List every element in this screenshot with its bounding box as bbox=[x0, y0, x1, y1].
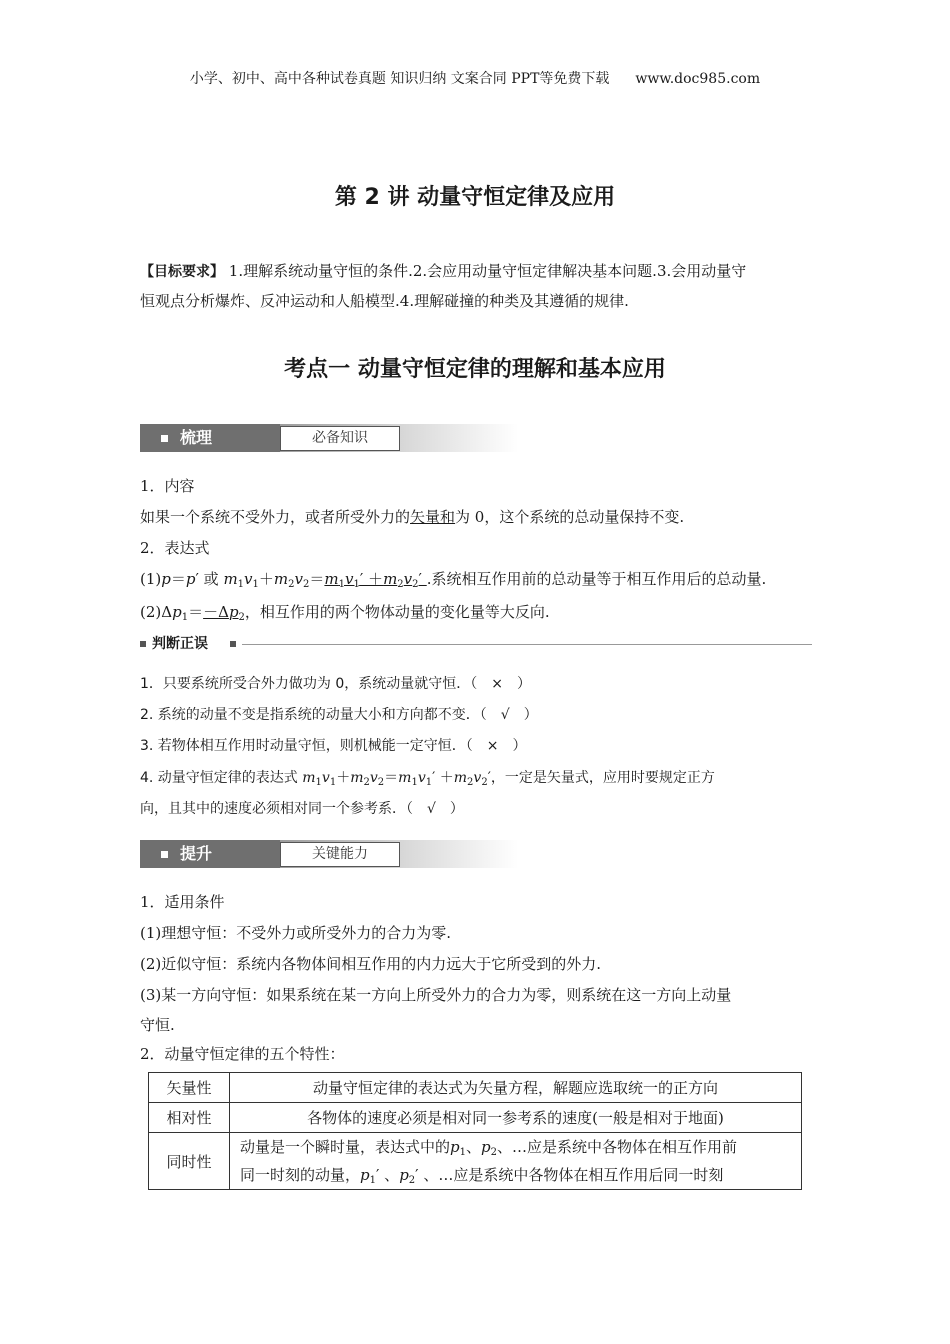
table-row bbox=[149, 1133, 802, 1190]
table-row bbox=[149, 1073, 802, 1103]
goal-line-1: 【目标要求】 1.理解系统动量守恒的条件.2.会应用动量守恒定律解决基本问题.3.会用动量守 bbox=[140, 262, 747, 280]
table-key: 相对性 bbox=[149, 1103, 230, 1133]
formula-1: (1)p＝p′ 或 $m_1v_1+m_2v_2=m_1v_1' +m_2v_2'$ .系统相互作用前的总动量等于相互作用后的总动量. bbox=[140, 570, 767, 590]
header-site: www.doc985.com bbox=[635, 71, 761, 87]
table-row bbox=[149, 1103, 802, 1133]
section-title: 考点一 动量守恒定律的理解和基本应用 bbox=[284, 357, 666, 382]
ability-cond-3: (3)某一方向守恒：如果系统在某一方向上所受外力的合力为零，则系统在这一方向上动量 bbox=[140, 986, 732, 1004]
bar-label: 提升 bbox=[140, 840, 280, 868]
knowledge-para-1: 如果一个系统不受外力，或者所受外力的矢量和为 0，这个系统的总动量保持不变. bbox=[140, 508, 685, 526]
judge-item-4-cont: 向，且其中的速度必须相对同一个参考系．（ √ ） bbox=[140, 801, 464, 817]
judge-item-4: 4. 动量守恒定律的表达式 $m_1v_1+m_2v_2=m_1v_1' +m_2v_2'$，一定是矢量式，应用时要规定正方 bbox=[140, 770, 715, 788]
goal-tag: 【目标要求】 bbox=[140, 264, 224, 280]
knowledge-heading-1: 1．内容 bbox=[140, 477, 195, 495]
header-text: 小学、初中、高中各种试卷真题 知识归纳 文案合同 PPT等免费下载 bbox=[189, 71, 610, 87]
judge-item-3: 3. 若物体相互作用时动量守恒，则机械能一定守恒．（ × ） bbox=[140, 738, 527, 754]
ability-heading-2: 2．动量守恒定律的五个特性： bbox=[140, 1045, 345, 1063]
table-value: 各物体的速度必须是相对同一参考系的速度(一般是相对于地面) bbox=[230, 1103, 802, 1133]
table-value: 动量是一个瞬时量，表达式中的$p_1$、$p_2$、…应是系统中各物体在相互作用前 同一时刻的动量，$p_1'$ 、$p_2'$ 、…应是系统中各物体在相互作用后同一时刻 bbox=[230, 1133, 802, 1190]
formula-2: $(2)\Delta p_1=-\Delta p_2$，相互作用的两个物体动量的变化量等大反向. bbox=[140, 603, 550, 623]
judge-item-1: 1．只要系统所受合外力做功为 0，系统动量就守恒．（ × ） bbox=[140, 676, 531, 692]
ability-cond-2: (2)近似守恒：系统内各物体间相互作用的内力远大于它所受到的外力. bbox=[140, 955, 602, 973]
judge-header: 判断正误 bbox=[140, 634, 812, 654]
judge-item-2: 2. 系统的动量不变是指系统的动量大小和方向都不变．（ √ ） bbox=[140, 707, 538, 723]
table-key: 同时性 bbox=[149, 1133, 230, 1190]
table-value: 动量守恒定律的表达式为矢量方程，解题应选取统一的正方向 bbox=[230, 1073, 802, 1103]
page-header bbox=[0, 68, 950, 88]
ability-cond-3-cont: 守恒. bbox=[140, 1016, 175, 1034]
bar-box: 关键能力 bbox=[280, 842, 400, 867]
table-key: 矢量性 bbox=[149, 1073, 230, 1103]
goal-line-2: 恒观点分析爆炸、反冲运动和人船模型.4.理解碰撞的种类及其遵循的规律. bbox=[140, 292, 629, 310]
page-title: 第 2 讲 动量守恒定律及应用 bbox=[334, 185, 616, 210]
bar-label: 梳理 bbox=[140, 424, 280, 452]
section-bar-improve bbox=[140, 840, 518, 868]
ability-cond-1: (1)理想守恒：不受外力或所受外力的合力为零. bbox=[140, 924, 452, 942]
bar-box: 必备知识 bbox=[280, 426, 400, 451]
knowledge-heading-2: 2．表达式 bbox=[140, 539, 210, 557]
ability-heading-1: 1．适用条件 bbox=[140, 893, 225, 911]
features-table bbox=[148, 1072, 802, 1190]
section-bar-review bbox=[140, 424, 518, 452]
